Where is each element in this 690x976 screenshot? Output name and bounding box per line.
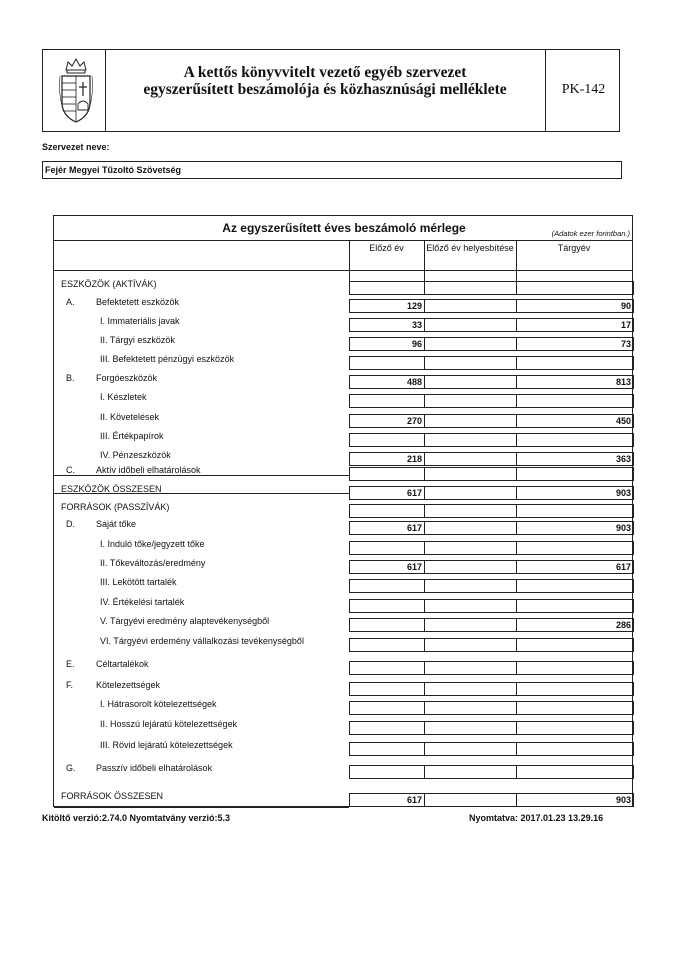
row-label: FORRÁSOK ÖSSZESEN (61, 791, 164, 801)
current-year-value (516, 394, 634, 408)
prev-year-value: 617 (349, 486, 425, 500)
row-letter: D. (66, 519, 75, 529)
current-year-value: 813 (516, 375, 634, 389)
row-label: III. Értékpapírok (100, 431, 164, 441)
correction-value (424, 504, 517, 518)
balance-row (54, 738, 632, 755)
current-year-value (516, 467, 634, 481)
balance-row (54, 463, 632, 480)
balance-row (54, 697, 632, 714)
row-label: ESZKÖZÖK (AKTÍVÁK) (61, 279, 157, 289)
current-year-value (516, 356, 634, 370)
correction-value (424, 299, 517, 313)
row-letter: G. (66, 763, 76, 773)
prev-year-value (349, 599, 425, 613)
current-year-value: 73 (516, 337, 634, 351)
row-label: V. Tárgyévi eredmény alaptevékenységből (100, 616, 270, 626)
prev-year-value: 617 (349, 793, 425, 807)
balance-row (54, 614, 632, 631)
balance-row (54, 537, 632, 554)
form-title-line-1: A kettős könyvvitelt vezető egyéb szervezet (183, 64, 467, 81)
correction-value (424, 560, 517, 574)
balance-row (54, 333, 632, 350)
row-label: Aktív időbeli elhatárolások (96, 465, 201, 475)
row-label: III. Befektetett pénzügyi eszközök (100, 354, 235, 364)
current-year-value: 450 (516, 414, 634, 428)
prev-year-value: 488 (349, 375, 425, 389)
form-title (107, 64, 543, 98)
correction-value (424, 701, 517, 715)
current-year-value (516, 701, 634, 715)
row-letter: B. (66, 373, 75, 383)
current-year-value (516, 721, 634, 735)
row-divider (54, 493, 349, 494)
prev-year-value: 617 (349, 560, 425, 574)
current-year-value: 903 (516, 793, 634, 807)
row-label: IV. Értékelési tartalék (100, 597, 185, 607)
row-label: II. Tárgyi eszközök (100, 335, 175, 345)
row-label: III. Lekötött tartalék (100, 577, 177, 587)
balance-row (54, 277, 632, 294)
correction-value (424, 721, 517, 735)
correction-value (424, 356, 517, 370)
balance-row (54, 482, 632, 499)
prev-year-value (349, 682, 425, 696)
prev-year-value: 96 (349, 337, 425, 351)
row-label: II. Követelések (100, 412, 160, 422)
correction-value (424, 765, 517, 779)
row-label: I. Készletek (100, 392, 147, 402)
balance-row (54, 575, 632, 592)
balance-row (54, 657, 632, 674)
version-info: Kitöltő verzió:2.74.0 Nyomtatvány verzió:5.3 (42, 813, 231, 823)
correction-value (424, 414, 517, 428)
balance-row (54, 595, 632, 612)
row-letter: A. (66, 297, 75, 307)
current-year-value (516, 661, 634, 675)
print-timestamp: Nyomtatva: 2017.01.23 13.29.16 (469, 813, 604, 823)
row-label: Céltartalékok (96, 659, 149, 669)
current-year-value (516, 579, 634, 593)
current-year-value (516, 742, 634, 756)
current-year-value: 17 (516, 318, 634, 332)
prev-year-value: 129 (349, 299, 425, 313)
balance-row (54, 390, 632, 407)
form-header (42, 49, 620, 132)
prev-year-value (349, 618, 425, 632)
row-label: Saját tőke (96, 519, 137, 529)
row-label: II. Tőkeváltozás/eredmény (100, 558, 206, 568)
row-label: I. Immateriális javak (100, 316, 180, 326)
correction-value (424, 638, 517, 652)
prev-year-value (349, 541, 425, 555)
row-label: VI. Tárgyévi erdemény vállalkozási tevékenységből (100, 636, 304, 646)
column-header-prev-year: Előző év (369, 243, 404, 253)
correction-value (424, 579, 517, 593)
current-year-value (516, 638, 634, 652)
correction-value (424, 541, 517, 555)
row-letter: E. (66, 659, 75, 669)
current-year-value: 286 (516, 618, 634, 632)
current-year-value (516, 504, 634, 518)
row-label: II. Hosszú lejáratú kötelezettségek (100, 719, 238, 729)
row-label: Forgóeszközök (96, 373, 158, 383)
correction-value (424, 793, 517, 807)
prev-year-value (349, 394, 425, 408)
unit-note: (Adatok ezer forintban.) (551, 229, 630, 238)
correction-value (424, 318, 517, 332)
balance-row (54, 517, 632, 534)
prev-year-value (349, 765, 425, 779)
current-year-value: 90 (516, 299, 634, 313)
prev-year-value: 270 (349, 414, 425, 428)
correction-value (424, 521, 517, 535)
correction-value (424, 486, 517, 500)
current-year-value (516, 281, 634, 295)
balance-row (54, 371, 632, 388)
current-year-value: 903 (516, 521, 634, 535)
balance-row (54, 500, 632, 517)
correction-value (424, 742, 517, 756)
correction-value (424, 661, 517, 675)
row-label: Kötelezettségek (96, 680, 161, 690)
prev-year-value (349, 467, 425, 481)
current-year-value (516, 541, 634, 555)
prev-year-value (349, 433, 425, 447)
correction-value (424, 599, 517, 613)
prev-year-value: 617 (349, 521, 425, 535)
correction-value (424, 394, 517, 408)
prev-year-value: 218 (349, 452, 425, 466)
prev-year-value (349, 356, 425, 370)
row-label: I. Hátrasorolt kötelezettségek (100, 699, 217, 709)
balance-row (54, 789, 632, 806)
prev-year-value (349, 579, 425, 593)
prev-year-value: 33 (349, 318, 425, 332)
balance-row (54, 556, 632, 573)
balance-sheet-title: Az egyszerűsített éves beszámoló mérlege (222, 221, 466, 235)
balance-row (54, 717, 632, 734)
column-header-prev-year-correction: Előző év helyesbítése (426, 243, 514, 253)
balance-row (54, 410, 632, 427)
current-year-value (516, 433, 634, 447)
prev-year-value (349, 721, 425, 735)
column-header-current-year: Tárgyév (557, 243, 591, 253)
current-year-value: 903 (516, 486, 634, 500)
row-label: III. Rövid lejáratú kötelezettségek (100, 740, 233, 750)
row-label: Passzív időbeli elhatárolások (96, 763, 213, 773)
balance-row (54, 634, 632, 651)
balance-row (54, 761, 632, 778)
row-label: Befektetett eszközök (96, 297, 180, 307)
row-label: FORRÁSOK (PASSZÍVÁK) (61, 502, 170, 512)
form-title-line-2: egyszerűsített beszámolója és közhasznúsági melléklete (143, 81, 507, 98)
coat-of-arms-icon (58, 56, 94, 126)
balance-row (54, 295, 632, 312)
row-letter: C. (66, 465, 75, 475)
current-year-value (516, 765, 634, 779)
balance-row (54, 352, 632, 369)
balance-row (54, 678, 632, 695)
correction-value (424, 375, 517, 389)
balance-sheet-table (53, 215, 633, 807)
row-divider (54, 807, 349, 808)
row-label: I. Induló tőke/jegyzett tőke (100, 539, 205, 549)
correction-value (424, 618, 517, 632)
balance-row (54, 314, 632, 331)
correction-value (424, 433, 517, 447)
prev-year-value (349, 742, 425, 756)
current-year-value: 363 (516, 452, 634, 466)
organization-field (42, 161, 622, 179)
balance-row (54, 429, 632, 446)
prev-year-value (349, 281, 425, 295)
prev-year-value (349, 701, 425, 715)
correction-value (424, 682, 517, 696)
prev-year-value (349, 504, 425, 518)
current-year-value (516, 599, 634, 613)
correction-value (424, 467, 517, 481)
row-divider (54, 475, 349, 476)
form-code: PK-142 (561, 82, 606, 97)
prev-year-value (349, 638, 425, 652)
correction-value (424, 337, 517, 351)
row-letter: F. (66, 680, 74, 690)
row-label: ESZKÖZÖK ÖSSZESEN (61, 484, 162, 494)
organization-label: Szervezet neve: (42, 142, 110, 152)
current-year-value: 617 (516, 560, 634, 574)
current-year-value (516, 682, 634, 696)
correction-value (424, 281, 517, 295)
organization-name: Fejér Megyei Tűzoltó Szövetség (45, 165, 182, 175)
prev-year-value (349, 661, 425, 675)
row-label: IV. Pénzeszközök (100, 450, 171, 460)
